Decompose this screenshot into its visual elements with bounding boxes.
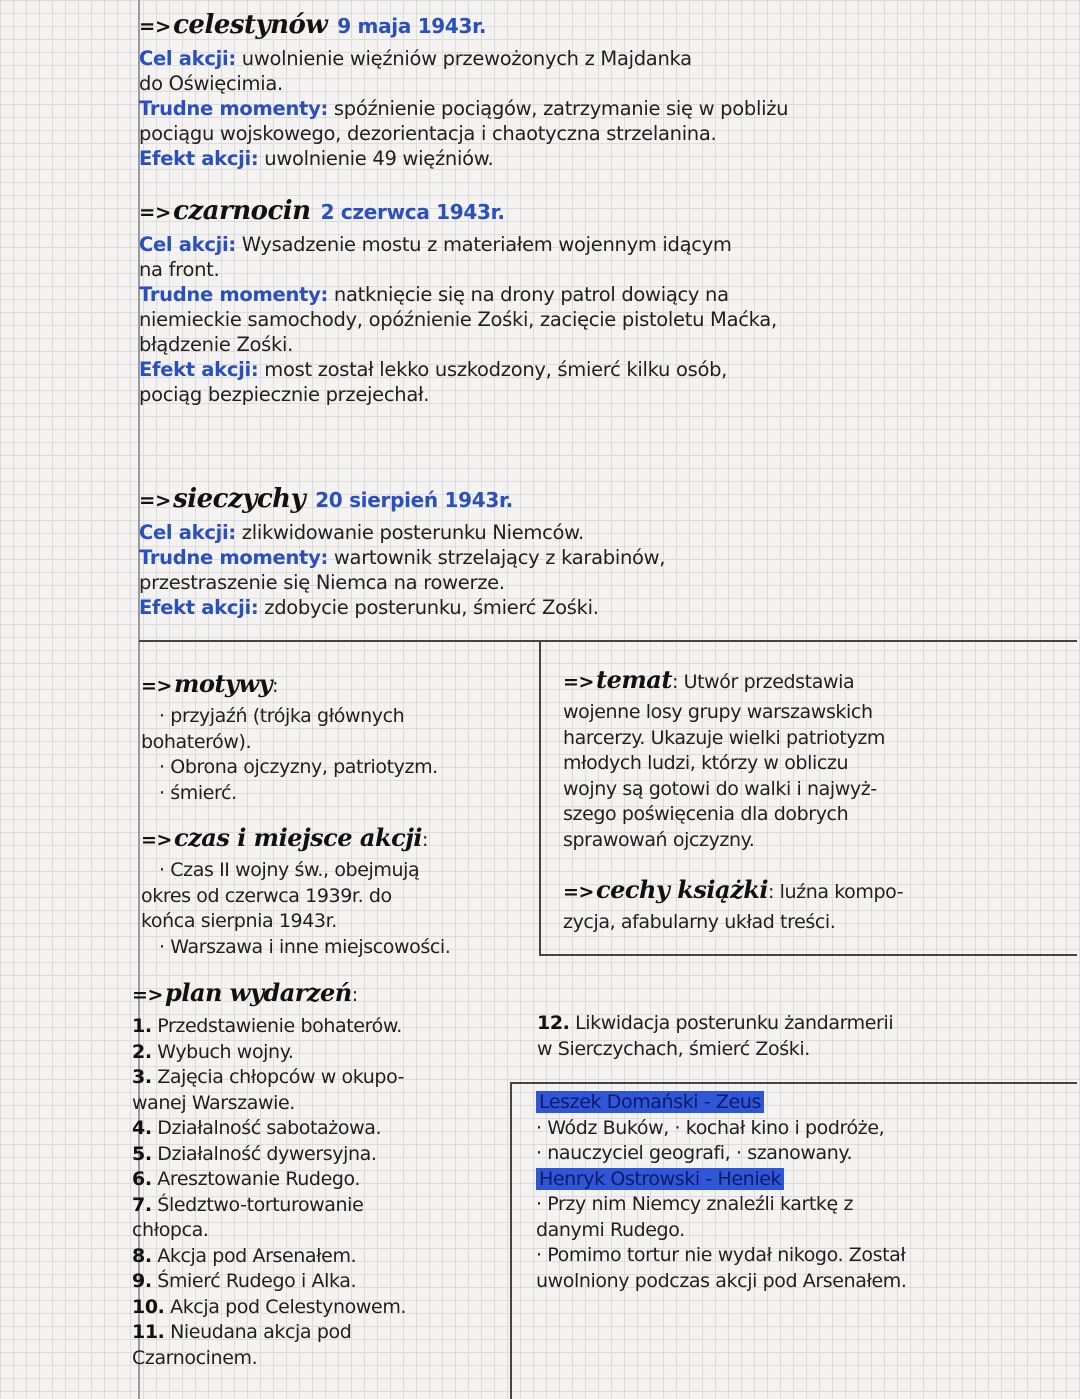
item-text: w Sierczychach, śmierć Zośki. (537, 1037, 810, 1060)
divider (539, 954, 1077, 956)
arrow-marker: => (139, 201, 172, 224)
cechy-text: luźna kompo- (779, 881, 904, 903)
character-note: uwolniony podczas akcji pod Arsenałem. (536, 1269, 907, 1292)
temat-text: Utwór przedstawia (683, 671, 855, 693)
temat-section: =>temat: Utwór przedstawia wojenne losy grupy warszawskich harcerzy. Ukazuje wielki patriotyzm młodych ludzi, którzy w obliczu wojny są gotowi do walki i najwyż- szego poświęcenia dla dobrych sprawowań ojczyzny. (563, 662, 1075, 853)
arrow-marker: => (139, 15, 172, 38)
arrow-marker: => (563, 671, 595, 693)
effect-label: Efekt akcji: (139, 596, 259, 619)
action-title: celestynów (173, 10, 328, 40)
section-title: plan wydarzeń (165, 978, 352, 1007)
arrow-marker: => (563, 881, 595, 903)
arrow-marker: => (132, 984, 164, 1006)
item-number: 10. (132, 1295, 165, 1318)
divider (510, 1082, 512, 1399)
item-text: Śledztwo-torturowanie (157, 1193, 364, 1216)
item-text: Nieudana akcja pod (170, 1321, 352, 1343)
section-title: temat (596, 665, 672, 694)
divider (510, 1082, 1077, 1084)
plan-item (132, 1193, 508, 1219)
plan-item (132, 1040, 508, 1066)
effect-label: Efekt akcji: (139, 358, 259, 381)
item-number: 12. (537, 1012, 570, 1034)
characters-section (536, 1090, 1077, 1294)
action-date: 2 czerwca 1943r. (320, 200, 505, 224)
temat-text: wojny są gotowi do walki i najwyż- (563, 777, 877, 800)
action-celestynow (139, 6, 788, 171)
plan-item (132, 1295, 508, 1321)
character-note: · Wódz Buków, · kochał kino i podróże, (536, 1116, 885, 1139)
motywy-section: =>motywy: · przyjaźń (trójka głównych bohaterów). · Obrona ojczyzny, patriotyzm. · śmierć. (141, 666, 537, 806)
temat-text: szego poświęcenia dla dobrych (563, 803, 849, 825)
list-item: · Obrona ojczyzny, patriotyzm. (159, 756, 438, 778)
hard-label: Trudne momenty: (139, 546, 328, 569)
hard-label: Trudne momenty: (139, 283, 328, 306)
plan-item (132, 1065, 508, 1091)
action-sieczychy (139, 480, 665, 620)
plan-item (132, 1244, 508, 1270)
goal-label: Cel akcji: (139, 521, 236, 544)
effect-label: Efekt akcji: (139, 147, 259, 170)
item-text: Wybuch wojny. (157, 1040, 294, 1063)
goal-text: uwolnienie więźniów przewożonych z Majdanka (241, 47, 692, 70)
effect-text: most został lekko uszkodzony, śmierć kilku osób, (264, 358, 728, 381)
list-item: końca sierpnia 1943r. (141, 910, 337, 932)
plan-item (132, 1269, 508, 1295)
list-item: · przyjaźń (trójka głównych (159, 705, 405, 727)
action-date: 20 sierpień 1943r. (315, 488, 513, 512)
hard-text: spóźnienie pociągów, zatrzymanie się w pobliżu (333, 97, 789, 120)
item-number: 8. (132, 1244, 152, 1267)
list-item: bohaterów). (141, 730, 252, 753)
goal-text: zlikwidowanie posterunku Niemców. (241, 521, 584, 544)
item-text: Przedstawienie bohaterów. (157, 1015, 402, 1037)
goal-text: do Oświęcimia. (139, 72, 283, 95)
item-text: Akcja pod Arsenałem. (157, 1244, 357, 1267)
plan-item (132, 1014, 508, 1040)
hard-text: błądzenie Zośki. (139, 333, 294, 356)
plan-item-12 (537, 1011, 1077, 1062)
goal-label: Cel akcji: (139, 47, 236, 70)
list-item: · Czas II wojny św., obejmują (159, 859, 420, 881)
czas-section: =>czas i miejsce akcji: · Czas II wojny św., obejmują okres od czerwca 1939r. do końca sierpnia 1943r. · Warszawa i inne miejscowości. (141, 820, 537, 960)
effect-text: uwolnienie 49 więźniów. (264, 147, 494, 170)
temat-text: sprawowań ojczyzny. (563, 828, 755, 851)
plan-item (132, 1218, 508, 1244)
character-note: · Przy nim Niemcy znaleźli kartkę z (536, 1193, 854, 1215)
plan-item (132, 1116, 508, 1142)
item-number: 9. (132, 1270, 152, 1292)
plan-item (132, 1142, 508, 1168)
action-date: 9 maja 1943r. (337, 14, 487, 38)
cechy-section: =>cechy książki: luźna kompo- zycja, afabularny układ treści. (563, 872, 1075, 936)
item-number: 6. (132, 1168, 152, 1190)
list-item: okres od czerwca 1939r. do (141, 884, 392, 907)
cechy-text: zycja, afabularny układ treści. (563, 911, 836, 933)
hard-text: wartownik strzelający z karabinów, (333, 546, 666, 569)
item-number: 5. (132, 1142, 152, 1165)
character-note: danymi Rudego. (536, 1218, 685, 1241)
temat-text: młodych ludzi, którzy w obliczu (563, 752, 849, 774)
character-name-highlight: Henryk Ostrowski - Heniek (536, 1168, 784, 1190)
item-text: Akcja pod Celestynowem. (170, 1295, 407, 1318)
arrow-marker: => (139, 489, 172, 512)
character-name-highlight: Leszek Domański - Zeus (536, 1091, 764, 1113)
hard-text: pociągu wojskowego, dezorientacja i chaotyczna strzelanina. (139, 122, 717, 145)
item-number: 3. (132, 1066, 152, 1088)
plan-item (132, 1167, 508, 1193)
item-text: wanej Warszawie. (132, 1091, 295, 1114)
hard-text: natknięcie się na drony patrol dowiący na (333, 283, 729, 306)
character-note: · nauczyciel geografi, · szanowany. (536, 1142, 853, 1164)
item-text: Aresztowanie Rudego. (157, 1168, 361, 1190)
effect-text: pociąg bezpiecznie przejechał. (139, 383, 430, 406)
action-title: czarnocin (173, 196, 311, 226)
item-text: Działalność sabotażowa. (157, 1117, 382, 1139)
plan-item (132, 1091, 508, 1117)
list-item: · śmierć. (159, 781, 237, 804)
goal-text: na front. (139, 258, 220, 281)
temat-text: wojenne losy grupy warszawskich (563, 701, 873, 723)
divider (139, 640, 1077, 642)
action-czarnocin (139, 192, 777, 407)
item-number: 1. (132, 1015, 152, 1037)
list-item: · Warszawa i inne miejscowości. (159, 935, 451, 958)
goal-label: Cel akcji: (139, 233, 236, 256)
section-title: motywy (174, 669, 273, 698)
section-title: czas i miejsce akcji (174, 823, 422, 852)
hard-label: Trudne momenty: (139, 97, 328, 120)
arrow-marker: => (141, 829, 173, 851)
item-number: 4. (132, 1117, 152, 1139)
item-text: Działalność dywersyjna. (157, 1142, 377, 1165)
divider (539, 640, 541, 956)
item-text: Czarnocinem. (132, 1346, 258, 1369)
plan-item (132, 1346, 508, 1372)
item-number: 11. (132, 1321, 165, 1343)
character-note: · Pomimo tortur nie wydał nikogo. Został (536, 1244, 906, 1266)
item-number: 2. (132, 1040, 152, 1063)
item-text: Śmierć Rudego i Alka. (157, 1270, 357, 1292)
plan-item (132, 1320, 508, 1346)
goal-text: Wysadzenie mostu z materiałem wojennym idącym (241, 233, 732, 256)
effect-text: zdobycie posterunku, śmierć Zośki. (264, 596, 599, 619)
arrow-marker: => (141, 675, 173, 697)
item-text: Likwidacja posterunku żandarmerii (575, 1012, 894, 1034)
item-text: Zajęcia chłopców w okupo- (157, 1066, 405, 1088)
plan-section: =>plan wydarzeń: 1. Przedstawienie bohaterów. 2. Wybuch wojny. 3. Zajęcia chłopców w okupo- wanej Warszawie. 4. Działalność sabotażowa. 5. Działalność dywersyjna. 6. Aresztowanie Rudego. 7. Śledztwo-torturowanie chłopca. 8. Akcja pod Arsenałem. 9. Śmierć Rudego i Alka. 10. Akcja pod Celestynowem. 11. Nieudana akcja pod Czarnocinem. (132, 974, 508, 1371)
item-number: 7. (132, 1193, 152, 1216)
item-text: chłopca. (132, 1219, 209, 1241)
section-title: cechy książki (596, 875, 768, 904)
plan-list (132, 1014, 508, 1371)
temat-text: harcerzy. Ukazuje wielki patriotyzm (563, 726, 886, 749)
hard-text: przestraszenie się Niemca na rowerze. (139, 571, 505, 594)
hard-text: niemieckie samochody, opóźnienie Zośki, zacięcie pistoletu Maćka, (139, 308, 777, 331)
action-title: sieczychy (173, 484, 306, 514)
